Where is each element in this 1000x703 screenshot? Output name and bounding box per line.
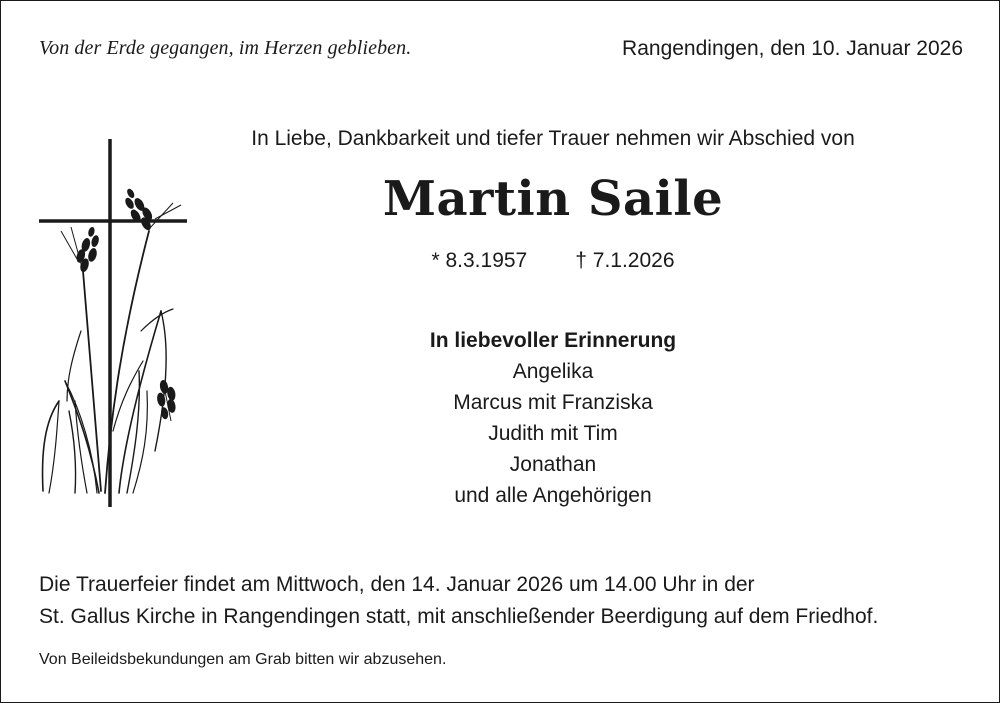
deceased-name: Martin Saile	[382, 171, 724, 227]
place-date: Rangendingen, den 10. Januar 2026	[622, 37, 963, 60]
mourner-name: Jonathan	[509, 453, 597, 476]
birth-date: * 8.3.1957	[431, 249, 528, 272]
service-info	[39, 569, 878, 633]
motto: Von der Erde gegangen, im Herzen geblieben.	[39, 37, 412, 59]
life-dates	[131, 249, 975, 273]
intro-text: In Liebe, Dankbarkeit und tiefer Trauer nehmen wir Abschied von	[251, 127, 855, 150]
mourner-name: Judith mit Tim	[488, 422, 618, 445]
mourner-name: Marcus mit Franziska	[453, 391, 653, 414]
mourners-heading: In liebevoller Erinnerung	[429, 329, 677, 352]
condolence-note: Von Beileidsbekundungen am Grab bitten wir abzusehen.	[39, 651, 447, 668]
mourner-name: Angelika	[512, 360, 594, 383]
mourner-name: und alle Angehörigen	[454, 484, 652, 507]
service-line: Die Trauerfeier findet am Mittwoch, den 14. Januar 2026 um 14.00 Uhr in der	[39, 573, 755, 596]
service-line: St. Gallus Kirche in Rangendingen statt, mit anschließender Beerdigung auf dem Friedhof.	[39, 605, 879, 628]
death-date: † 7.1.2026	[575, 249, 675, 272]
mourners-block	[351, 325, 755, 511]
